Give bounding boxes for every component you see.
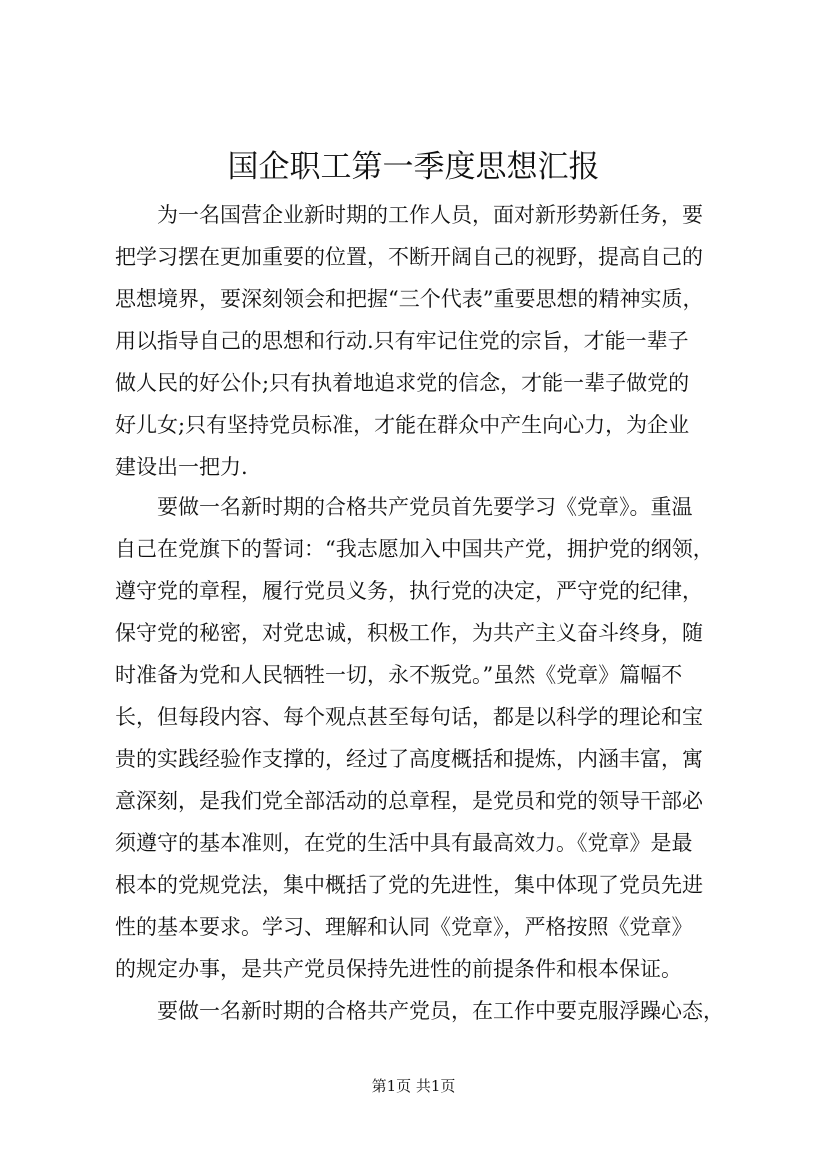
body-text-line: 贵的实践经验作支撑的，经过了高度概括和提炼，内涵丰富，寓 (115, 747, 703, 771)
body-text-line: 保守党的秘密，对党忠诚，积极工作，为共产主义奋斗终身，随 (115, 621, 703, 645)
body-text-line: 性的基本要求。学习、理解和认同《党章》，严格按照《党章》 (115, 915, 693, 939)
body-text-line: 自己在党旗下的誓词：“我志愿加入中国共产党，拥护党的纲领， (115, 537, 714, 561)
body-text-line: 长，但每段内容、每个观点甚至每句话，都是以科学的理论和宝 (115, 705, 703, 729)
body-text-line: 的规定办事，是共产党员保持先进性的前提条件和根本保证。 (115, 957, 682, 981)
body-text-line: 要做一名新时期的合格共产党员首先要学习《党章》。重温 (157, 495, 693, 519)
body-text-line: 用以指导自己的思想和行动.只有牢记住党的宗旨，才能一辈子 (115, 329, 689, 353)
body-text-line: 思想境界，要深刻领会和把握“三个代表”重要思想的精神实质， (115, 287, 704, 311)
body-text-line: 根本的党规党法，集中概括了党的先进性，集中体现了党员先进 (115, 873, 703, 897)
body-text-line: 好儿女;只有坚持党员标准，才能在群众中产生向心力，为企业 (115, 413, 690, 437)
body-text-line: 为一名国营企业新时期的工作人员，面对新形势新任务，要 (157, 203, 703, 227)
body-text-line: 建设出一把力. (115, 455, 248, 479)
document-title: 国企职工第一季度思想汇报 (227, 149, 600, 185)
body-text-line: 时准备为党和人民牺牲一切，永不叛党。”虽然《党章》篇幅不 (115, 663, 683, 687)
body-text-line: 须遵守的基本准则，在党的生活中具有最高效力。《党章》是最 (115, 831, 693, 855)
body-text-line: 意深刻，是我们党全部活动的总章程，是党员和党的领导干部必 (115, 789, 703, 813)
body-text-line: 要做一名新时期的合格共产党员，在工作中要克服浮躁心态， (157, 999, 724, 1023)
body-text-line: 遵守党的章程，履行党员义务，执行党的决定，严守党的纪律， (115, 579, 703, 603)
body-text-line: 做人民的好公仆;只有执着地追求党的信念，才能一辈子做党的 (115, 371, 690, 395)
body-text-line: 把学习摆在更加重要的位置，不断开阔自己的视野，提高自己的 (115, 245, 703, 269)
page-footer: 第1页 共1页 (371, 1077, 456, 1095)
